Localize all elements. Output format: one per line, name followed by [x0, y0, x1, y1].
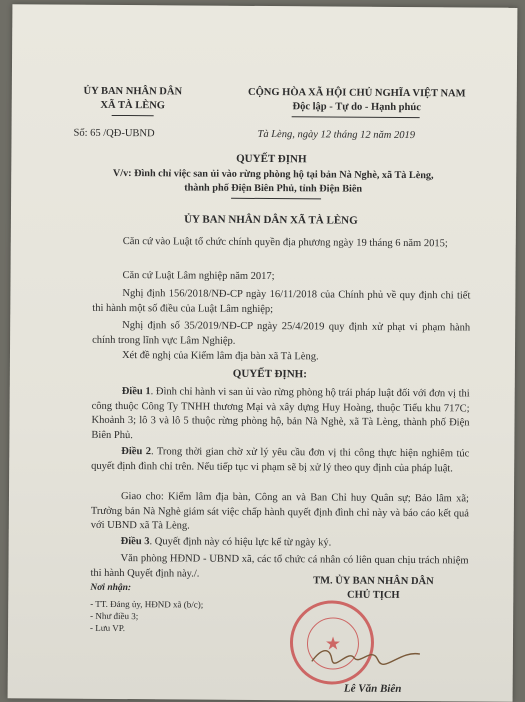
- nation-motto: Độc lập - Tự do - Hạnh phúc: [292, 101, 421, 114]
- basis-1: Căn cứ vào Luật tổ chức chính quyền địa phương ngày 19 tháng 6 năm 2015;: [122, 236, 448, 250]
- assignment-paragraph: Giao cho: Kiểm lâm địa bàn, Công an và Ban Chỉ huy Quân sự; Bảo lâm xã; Trưởng bản Nà Nghè giám sát việc chấp hành quyết định đình chỉ này và báo cáo kết quả với UBND xã Tà Lèng.: [90, 491, 470, 532]
- nation-title: CỘNG HÒA XÃ HỘI CHỦ NGHĨA VIỆT NAM: [248, 86, 466, 100]
- issuer-underline: [112, 115, 154, 116]
- subject-line2: thành phố Điện Biên Phủ, tỉnh Điện Biên: [184, 182, 363, 195]
- basis-2: Căn cứ Luật Lâm nghiệp năm 2017;: [122, 270, 275, 283]
- document-date: Tà Lèng, ngày 12 tháng 12 năm 2019: [257, 128, 416, 142]
- document-title: QUYẾT ĐỊNH: [236, 152, 307, 166]
- article-2-text: . Trong thời gian chờ xử lý yêu cầu đơn vị thi công thực hiện nghiêm túc quyết định đình chỉ trên. Nếu tiếp tục vi phạm sẽ bị xử lý theo quy định của pháp luật.: [91, 446, 470, 474]
- subject-underline: [231, 198, 321, 200]
- star-icon: ★: [324, 633, 342, 654]
- signature-role: CHỦ TỊCH: [346, 589, 400, 601]
- basis-4: Nghị định số 35/2019/NĐ-CP ngày 25/4/2019 quy định xử phạt vi phạm hành chính trong lĩnh vực Lâm Nghiệp.: [92, 320, 471, 347]
- article-3-text: . Quyết định này có hiệu lực kể từ ngày ký.: [149, 536, 332, 549]
- document-page: [8, 4, 518, 702]
- document-number: Số: 65 /QĐ-UBND: [73, 127, 155, 140]
- recipients-list: [90, 598, 203, 635]
- authority-heading: ỦY BAN NHÂN DÂN XÃ TÀ LÈNG: [184, 213, 358, 227]
- article-1-text: . Đình chỉ hành vi san ủi vào rừng phòng hộ trái pháp luật đối với đơn vị thi công thuộc Công Ty TNHH thương Mại và xây dựng Huy Hoàng, thuộc Tiểu khu 717C; Khoảnh 3; lô 3 và lô 5 thuộc rừng phòng hộ, bản Nà Nghè, xã Tà Lèng, thành phố Điện Biên Phủ.: [91, 386, 470, 441]
- article-2-label: Điều 2: [121, 446, 152, 458]
- basis-3: Nghị định 156/2018/NĐ-CP ngày 16/11/2018 của Chính phủ về quy định chi tiết thi hành một số điều của Luật Lâm nghiệp;: [92, 288, 471, 315]
- motto-underline: [292, 116, 420, 118]
- article-2: [91, 445, 469, 477]
- issuer-line2: XÃ TÀ LÈNG: [100, 99, 166, 112]
- handwritten-signature: [308, 643, 428, 668]
- signature-org: TM. ỦY BAN NHÂN DÂN: [313, 575, 434, 588]
- recipient-item: - TT. Đảng ủy, HĐND xã (b/c);: [90, 598, 204, 610]
- basis-5: Xét đề nghị của Kiểm lâm địa bàn xã Tà Lèng.: [121, 350, 319, 363]
- recipients-heading: Nơi nhận:: [90, 582, 132, 594]
- article-1: [91, 385, 469, 446]
- official-seal: [290, 600, 375, 685]
- issuer-line1: ỦY BAN NHÂN DÂN: [83, 85, 183, 98]
- recipient-item: - Như điều 3;: [90, 610, 139, 622]
- signer-name: Lê Văn Biên: [343, 682, 402, 695]
- article-3-label: Điều 3: [120, 536, 150, 548]
- article-1-label: Điều 1: [121, 386, 151, 398]
- execution-paragraph: Văn phòng HĐND - UBND xã, các tổ chức cá nhân có liên quan chịu trách nhiệm thi hành Quyết định này./.: [90, 553, 469, 580]
- article-3: [91, 535, 469, 552]
- recipient-item: - Lưu VP.: [90, 622, 126, 634]
- decision-heading: QUYẾT ĐỊNH:: [232, 367, 307, 381]
- subject-line1: V/v: Đình chỉ việc san ủi vào rừng phòng hộ tại bản Nà Nghè, xã Tà Lèng,: [112, 167, 434, 182]
